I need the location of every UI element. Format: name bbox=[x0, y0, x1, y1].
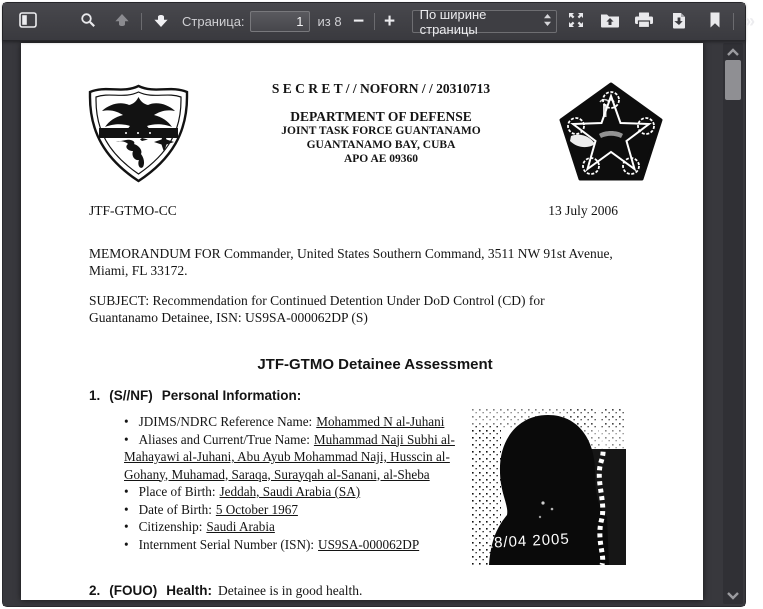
select-spinner-icon bbox=[543, 13, 552, 30]
bullet-value: Muhammad Naji Subhi al-Mahayawi al-Juhani, Abu Ayub Mohammad Naji, Husscin al-Gohany, Muhamad, Saraqa, Surayqah al-Sanani, al-Sheba bbox=[124, 431, 455, 482]
section2-title: Health: bbox=[166, 583, 213, 598]
list-item bbox=[124, 431, 474, 484]
section2-heading bbox=[89, 583, 362, 599]
download-icon bbox=[671, 12, 687, 32]
section2-text: Detainee is in good health. bbox=[218, 583, 363, 598]
toolbar-separator bbox=[374, 13, 375, 30]
list-item bbox=[124, 536, 474, 554]
chevron-up-icon bbox=[727, 43, 739, 61]
memo-line: MEMORANDUM FOR Commander, United States Southern Command, 3511 NW 91st Avenue, bbox=[89, 246, 613, 261]
jtf-gtmo-seal-icon bbox=[559, 82, 663, 182]
bullet-value: 5 October 1967 bbox=[215, 501, 298, 517]
find-button[interactable] bbox=[75, 9, 101, 35]
list-item bbox=[124, 501, 474, 519]
bullet-icon: • bbox=[124, 536, 129, 552]
subject-line: SUBJECT: Recommendation for Continued Detention Under DoD Control (CD) for bbox=[89, 293, 545, 308]
zoom-out-button[interactable]: − bbox=[346, 9, 372, 35]
photo-date-stamp: 28/04 2005 bbox=[484, 530, 571, 552]
bullet-icon: • bbox=[124, 501, 129, 517]
bullet-value: Mohammed N al-Juhani bbox=[316, 414, 445, 429]
bullet-icon: • bbox=[124, 431, 129, 447]
bullet-value: US9SA-000062DP bbox=[318, 536, 420, 552]
arrow-up-icon bbox=[114, 13, 130, 31]
assessment-title: JTF-GTMO Detainee Assessment bbox=[257, 356, 493, 373]
office-symbol: JTF-GTMO-CC bbox=[89, 203, 177, 218]
bullet-label: Internment Serial Number (ISN): bbox=[138, 536, 315, 552]
subject-line: Guantanamo Detainee, ISN: US9SA-000062DP (S) bbox=[89, 309, 368, 325]
toolbar-separator bbox=[733, 13, 734, 30]
subject-text bbox=[89, 293, 689, 326]
bullet-label: JDIMS/NDRC Reference Name: bbox=[138, 414, 313, 429]
memo-date: 13 July 2006 bbox=[548, 203, 618, 218]
search-icon bbox=[80, 12, 96, 31]
next-page-button[interactable] bbox=[148, 9, 174, 35]
bullet-label: Citizenship: bbox=[138, 519, 203, 534]
chevron-down-icon bbox=[727, 587, 739, 605]
list-item bbox=[124, 483, 474, 501]
bullet-label: Date of Birth: bbox=[138, 501, 212, 517]
agency-line: GUANTANAMO BAY, CUBA bbox=[306, 139, 456, 151]
bookmark-icon bbox=[708, 12, 722, 31]
viewer-content-area bbox=[3, 41, 745, 606]
more-tools-button[interactable]: » bbox=[737, 9, 763, 35]
page-count-label: из 8 bbox=[317, 14, 342, 29]
section2-number: 2. bbox=[89, 583, 101, 598]
bullet-label: Place of Birth: bbox=[138, 484, 216, 499]
zoom-in-button[interactable]: + bbox=[377, 9, 403, 35]
list-item bbox=[124, 518, 474, 536]
open-file-button[interactable] bbox=[597, 9, 623, 35]
bookmark-button[interactable] bbox=[702, 9, 728, 35]
list-item bbox=[124, 413, 474, 431]
bullet-icon: • bbox=[124, 519, 129, 534]
toolbar bbox=[3, 3, 755, 41]
bullet-label: Aliases and Current/True Name: bbox=[138, 431, 310, 447]
scroll-down-button[interactable] bbox=[723, 588, 743, 603]
section1-classification: (S//NF) bbox=[109, 388, 153, 403]
agency-line: DEPARTMENT OF DEFENSE bbox=[290, 109, 472, 124]
pdf-viewer-window bbox=[2, 2, 755, 607]
vertical-scrollbar[interactable] bbox=[723, 43, 743, 604]
zoom-scale-select[interactable] bbox=[412, 6, 557, 37]
office-date-row bbox=[89, 203, 618, 219]
classification-banner: S E C R E T / / NOFORN / / 20310713 bbox=[271, 81, 491, 96]
arrow-down-icon bbox=[153, 13, 169, 31]
expand-arrows-icon bbox=[567, 11, 585, 32]
scrollbar-thumb[interactable] bbox=[725, 60, 741, 100]
zoom-scale-value: По ширине страницы bbox=[419, 6, 487, 37]
agency-line: APO AE 09360 bbox=[343, 153, 419, 165]
section1-heading bbox=[89, 388, 301, 403]
southcom-seal-icon bbox=[86, 80, 191, 185]
memorandum-text bbox=[89, 246, 689, 279]
section1-title: Personal Information: bbox=[161, 388, 302, 403]
pdf-page bbox=[21, 43, 703, 600]
scroll-up-button[interactable] bbox=[723, 44, 743, 59]
bullet-value: Jeddah, Saudi Arabia (SA) bbox=[219, 484, 361, 499]
detainee-photo bbox=[471, 407, 626, 565]
previous-page-button[interactable] bbox=[109, 9, 135, 35]
bullet-value: Saudi Arabia bbox=[206, 519, 275, 534]
section1-number: 1. bbox=[89, 388, 101, 403]
bullet-icon: • bbox=[124, 414, 129, 429]
page-label: Страница: bbox=[182, 14, 245, 29]
personal-info-list bbox=[124, 413, 474, 553]
section2-classification: (FOUO) bbox=[109, 583, 158, 598]
presentation-mode-button[interactable] bbox=[563, 9, 589, 35]
toolbar-separator bbox=[141, 13, 142, 30]
agency-block bbox=[191, 109, 571, 166]
agency-line: JOINT TASK FORCE GUANTANAMO bbox=[281, 125, 481, 137]
download-button[interactable] bbox=[666, 9, 692, 35]
sidebar-toggle-icon bbox=[19, 12, 37, 31]
printer-icon bbox=[634, 12, 654, 31]
folder-open-icon bbox=[600, 12, 620, 31]
memo-line: Miami, FL 33172. bbox=[89, 262, 188, 278]
page-number-input[interactable] bbox=[250, 11, 310, 32]
sidebar-toggle-button[interactable] bbox=[15, 9, 41, 35]
bullet-icon: • bbox=[124, 484, 129, 499]
print-button[interactable] bbox=[631, 9, 657, 35]
